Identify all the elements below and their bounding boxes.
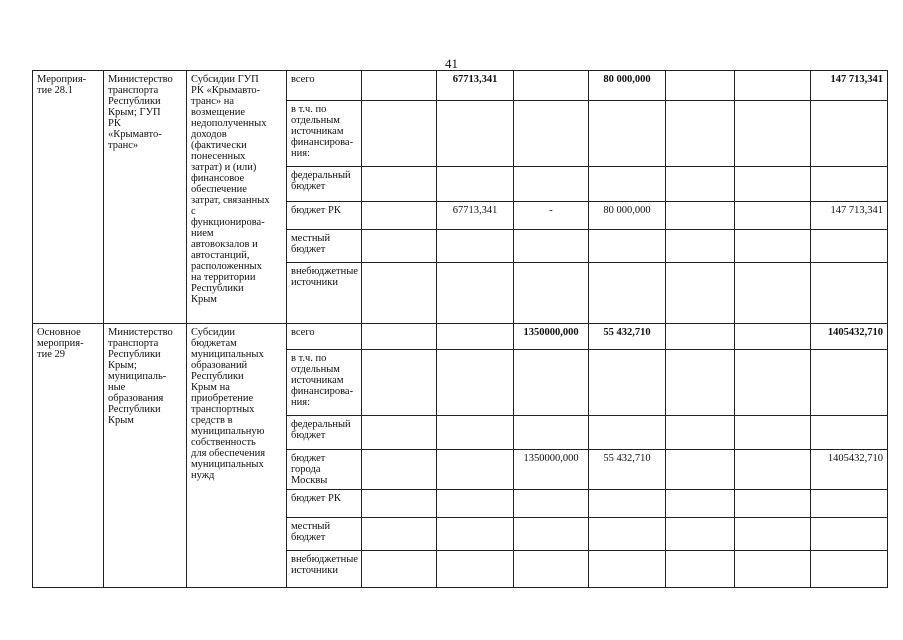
value-cell (666, 202, 735, 230)
source-cell: всего (287, 324, 362, 350)
value-cell (589, 490, 666, 518)
value-cell (589, 230, 666, 263)
value-cell (735, 167, 811, 202)
value-cell (735, 263, 811, 324)
value-cell (666, 167, 735, 202)
value-cell (589, 263, 666, 324)
executor-cell: Министерство транспорта Республики Крым; ГУП РК «Крымавто- транс» (104, 71, 187, 324)
value-cell (514, 263, 589, 324)
value-cell (811, 490, 888, 518)
value-cell (514, 167, 589, 202)
value-cell (514, 350, 589, 416)
value-cell (589, 551, 666, 588)
value-cell (735, 202, 811, 230)
value-cell (811, 551, 888, 588)
value-cell (362, 263, 437, 324)
value-cell: 67713,341 (437, 202, 514, 230)
value-cell (437, 230, 514, 263)
value-cell (362, 324, 437, 350)
value-cell (666, 101, 735, 167)
value-cell (362, 551, 437, 588)
value-cell (589, 350, 666, 416)
value-cell (735, 71, 811, 101)
value-cell (362, 518, 437, 551)
value-cell (589, 101, 666, 167)
value-cell (362, 230, 437, 263)
value-cell (437, 551, 514, 588)
value-cell (735, 490, 811, 518)
event-cell: Основное мероприя- тие 29 (33, 324, 104, 588)
value-cell (735, 518, 811, 551)
value-cell: 147 713,341 (811, 71, 888, 101)
source-cell: внебюджетные источники (287, 551, 362, 588)
value-cell (735, 551, 811, 588)
value-cell (589, 416, 666, 450)
source-cell: федеральный бюджет (287, 416, 362, 450)
value-cell (437, 350, 514, 416)
value-cell (666, 416, 735, 450)
value-cell: 1405432,710 (811, 324, 888, 350)
value-cell (735, 450, 811, 490)
value-cell (437, 101, 514, 167)
value-cell (735, 350, 811, 416)
value-cell (437, 416, 514, 450)
value-cell (362, 350, 437, 416)
description-cell: Субсидии бюджетам муниципальных образований Республики Крым на приобретение транспортных средств в муниципальную собственность для обеспечения муниципальных нужд (187, 324, 287, 588)
source-cell: местный бюджет (287, 518, 362, 551)
value-cell (362, 71, 437, 101)
value-cell (437, 518, 514, 551)
source-cell: местный бюджет (287, 230, 362, 263)
source-cell: федеральный бюджет (287, 167, 362, 202)
value-cell (666, 450, 735, 490)
source-cell: бюджет РК (287, 202, 362, 230)
value-cell (666, 263, 735, 324)
value-cell (666, 230, 735, 263)
executor-cell: Министерство транспорта Республики Крым; муниципаль- ные образования Республики Крым (104, 324, 187, 588)
value-cell (437, 450, 514, 490)
value-cell (362, 490, 437, 518)
value-cell (735, 416, 811, 450)
value-cell (514, 490, 589, 518)
value-cell: - (514, 202, 589, 230)
source-cell: всего (287, 71, 362, 101)
value-cell (666, 324, 735, 350)
value-cell (811, 416, 888, 450)
value-cell (666, 71, 735, 101)
value-cell: 55 432,710 (589, 324, 666, 350)
value-cell (589, 167, 666, 202)
value-cell (437, 324, 514, 350)
value-cell (811, 350, 888, 416)
value-cell (362, 101, 437, 167)
value-cell (514, 230, 589, 263)
source-cell: бюджет города Москвы (287, 450, 362, 490)
value-cell (666, 551, 735, 588)
value-cell (514, 518, 589, 551)
value-cell (362, 202, 437, 230)
value-cell (437, 167, 514, 202)
value-cell: 147 713,341 (811, 202, 888, 230)
value-cell (589, 518, 666, 551)
source-cell: в т.ч. по отдельным источникам финансирова- ния: (287, 350, 362, 416)
value-cell (514, 101, 589, 167)
value-cell (666, 490, 735, 518)
value-cell (735, 324, 811, 350)
value-cell (811, 101, 888, 167)
value-cell (811, 263, 888, 324)
value-cell: 67713,341 (437, 71, 514, 101)
source-cell: внебюджетные источники (287, 263, 362, 324)
value-cell (666, 350, 735, 416)
financing-table (32, 70, 888, 588)
value-cell: 80 000,000 (589, 202, 666, 230)
value-cell (362, 450, 437, 490)
value-cell (811, 518, 888, 551)
description-cell: Субсидии ГУП РК «Крымавто- транс» на возмещение недополученных доходов (фактически понесенных затрат) и (или) финансовое обеспечение затрат, связанных с функционирова- нием автовокзалов и автостанций, расположенных на территории Республики Крым (187, 71, 287, 324)
value-cell: 1405432,710 (811, 450, 888, 490)
value-cell: 1350000,000 (514, 450, 589, 490)
value-cell (514, 551, 589, 588)
page-number: 41 (445, 56, 458, 71)
source-cell: бюджет РК (287, 490, 362, 518)
value-cell (735, 101, 811, 167)
value-cell (735, 230, 811, 263)
event-cell: Мероприя- тие 28.1 (33, 71, 104, 324)
source-cell: в т.ч. по отдельным источникам финансирова- ния: (287, 101, 362, 167)
value-cell: 55 432,710 (589, 450, 666, 490)
value-cell (437, 263, 514, 324)
table-row (33, 71, 888, 101)
value-cell: 1350000,000 (514, 324, 589, 350)
value-cell (514, 71, 589, 101)
value-cell (514, 416, 589, 450)
value-cell: 80 000,000 (589, 71, 666, 101)
value-cell (811, 230, 888, 263)
value-cell (666, 518, 735, 551)
table-row (33, 324, 888, 350)
value-cell (362, 167, 437, 202)
value-cell (362, 416, 437, 450)
value-cell (437, 490, 514, 518)
value-cell (811, 167, 888, 202)
